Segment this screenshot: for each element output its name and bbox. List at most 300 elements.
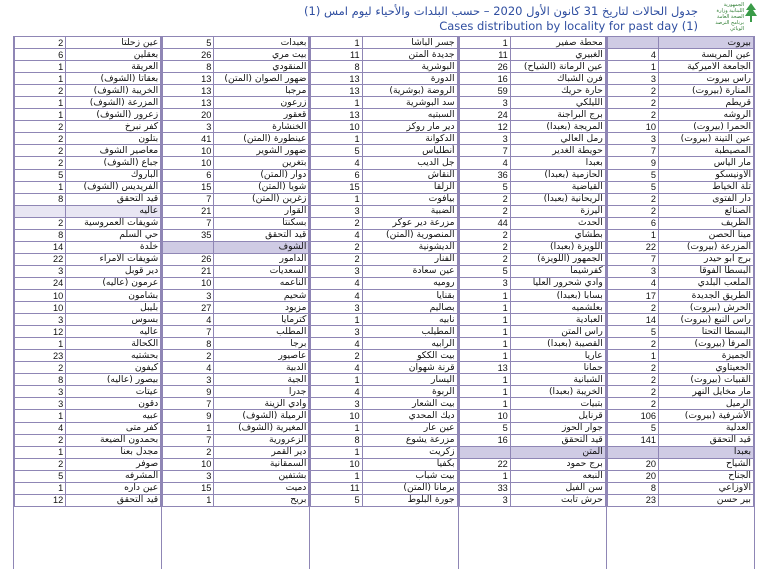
case-count [607, 37, 658, 49]
case-count: 13 [311, 109, 362, 121]
locality-name: دير قوبل [66, 265, 161, 277]
table-row [163, 49, 309, 61]
table-row [14, 253, 160, 265]
case-count: 8 [163, 61, 214, 73]
case-count: 5 [14, 169, 65, 181]
locality-name: عرمون (عاليه) [66, 277, 161, 289]
table-row [163, 362, 309, 374]
locality-name: عينطورة (المتن) [214, 133, 309, 145]
locality-name: مار الياس [659, 157, 754, 169]
locality-name: سد البوشرية [362, 97, 457, 109]
case-count: 4 [311, 289, 362, 301]
case-count: 1 [459, 37, 510, 49]
case-count: 5 [607, 422, 658, 434]
locality-name: جديدة المتن [362, 49, 457, 61]
locality-name: دير مار روكز [362, 121, 457, 133]
table-row [14, 169, 160, 181]
case-count: 3 [163, 121, 214, 133]
case-count: 5 [311, 145, 362, 157]
table-column [606, 36, 755, 569]
locality-name: العريقة [66, 61, 161, 73]
table-row [607, 85, 753, 97]
table-row [311, 73, 457, 85]
case-count: 10 [163, 157, 214, 169]
locality-name: الكحالة [66, 338, 161, 350]
locality-name: وادي شحرور العليا [510, 277, 605, 289]
table-row [607, 398, 753, 410]
locality-name: اليرزة [510, 205, 605, 217]
table-row [14, 73, 160, 85]
table-row [607, 482, 753, 494]
table-row [607, 253, 753, 265]
case-count: 10 [607, 121, 658, 133]
table-row [163, 470, 309, 482]
table-row [311, 121, 457, 133]
table-row [311, 37, 457, 49]
locality-name: برج البراجنة [510, 109, 605, 121]
locality-name: الحمرا (بيروت) [659, 121, 754, 133]
table-row [311, 109, 457, 121]
table-row [607, 133, 753, 145]
case-count: 26 [163, 49, 214, 61]
case-count: 2 [311, 217, 362, 229]
table-row [163, 181, 309, 193]
table-row [14, 97, 160, 109]
case-count: 10 [14, 289, 65, 301]
case-count: 1 [607, 350, 658, 362]
case-count: 4 [311, 386, 362, 398]
case-count: 22 [607, 241, 658, 253]
case-count: 3 [459, 97, 510, 109]
case-count: 1 [163, 494, 214, 506]
locality-name: برج حمود [510, 458, 605, 470]
table-row [163, 37, 309, 49]
case-count: 9 [163, 410, 214, 422]
table-row [607, 434, 753, 446]
table-row [163, 121, 309, 133]
locality-name: مار مخايل النهر [659, 386, 754, 398]
locality-name: قيد التحقق [510, 434, 605, 446]
case-count: 20 [607, 458, 658, 470]
locality-name: الحازمية (بعبدا) [510, 169, 605, 181]
table-row [311, 265, 457, 277]
locality-name: جل الديب [362, 157, 457, 169]
case-count: 24 [14, 277, 65, 289]
locality-name: حمانا [510, 362, 605, 374]
case-count: 10 [311, 121, 362, 133]
table-row [607, 145, 753, 157]
locality-name: ديك المحدي [362, 410, 457, 422]
locality-name: وادي الزينة [214, 398, 309, 410]
case-count: 26 [459, 61, 510, 73]
table-row [163, 85, 309, 97]
locality-name: دميت [214, 482, 309, 494]
case-count: 2 [14, 217, 65, 229]
case-count: 6 [163, 169, 214, 181]
locality-name: السمقانية [214, 458, 309, 470]
table-row [459, 217, 605, 229]
locality-name: بطشاي [510, 229, 605, 241]
table-row [459, 229, 605, 241]
locality-name: عاريا [510, 350, 605, 362]
case-count: 5 [459, 181, 510, 193]
locality-name: بشامون [66, 289, 161, 301]
title-arabic: جدول الحالات لتاريخ 31 كانون الأول 2020 – حسب البلدات والأحياء ليوم امس (1) [303, 4, 698, 18]
locality-name: راس المتن [510, 326, 605, 338]
locality-name: الدامور [214, 253, 309, 265]
table-row [163, 109, 309, 121]
table-row [459, 326, 605, 338]
table-row [459, 265, 605, 277]
case-count: 3 [459, 494, 510, 506]
case-count: 13 [163, 97, 214, 109]
case-count: 4 [163, 314, 214, 326]
case-count: 2 [607, 398, 658, 410]
case-count: 1 [311, 193, 362, 205]
case-count: 2 [607, 109, 658, 121]
locality-name: زرعون [214, 97, 309, 109]
locality-name: النبعه [510, 470, 605, 482]
locality-name: عاليه [66, 205, 161, 217]
table-row [607, 410, 753, 422]
locality-name: دقون [66, 398, 161, 410]
locality-name: البسطا الفوقا [659, 265, 754, 277]
table-column [13, 36, 161, 569]
case-count: 10 [163, 458, 214, 470]
table-row [14, 265, 160, 277]
case-count: 33 [459, 482, 510, 494]
table-row [459, 85, 605, 97]
case-count: 16 [459, 434, 510, 446]
locality-name: برمانا (المتن) [362, 482, 457, 494]
case-count: 1 [311, 97, 362, 109]
case-count [163, 241, 214, 253]
table-row [163, 169, 309, 181]
locality-name: بحشتيه [66, 350, 161, 362]
locality-name: كيفون [66, 362, 161, 374]
locality-name: دوار (المتن) [214, 169, 309, 181]
locality-name: حرش تابت [510, 494, 605, 506]
locality-name: عين عار [362, 422, 457, 434]
case-count: 3 [311, 326, 362, 338]
table-row [459, 289, 605, 301]
case-count: 3 [14, 314, 65, 326]
locality-name: بيت شباب [362, 470, 457, 482]
case-count: 3 [163, 470, 214, 482]
case-count: 7 [163, 434, 214, 446]
table-row [163, 482, 309, 494]
case-count: 24 [459, 109, 510, 121]
case-count: 1 [459, 374, 510, 386]
locality-name: قريطم [659, 97, 754, 109]
case-count: 23 [14, 350, 65, 362]
case-count: 10 [311, 410, 362, 422]
table-row [607, 157, 753, 169]
table-row [607, 422, 753, 434]
locality-name: دير القمر [214, 446, 309, 458]
locality-name: المطيلب [362, 326, 457, 338]
table-row [311, 61, 457, 73]
table-row [607, 97, 753, 109]
table-row [14, 61, 160, 73]
table-row [607, 302, 753, 314]
table-row [163, 133, 309, 145]
case-count: 12 [14, 494, 65, 506]
case-count: 1 [459, 386, 510, 398]
locality-name: قيد التحقق [214, 229, 309, 241]
table-row [459, 302, 605, 314]
case-count: 2 [607, 362, 658, 374]
table-row [14, 458, 160, 470]
case-count: 1 [607, 229, 658, 241]
locality-name: الجمهور (اللويزة) [510, 253, 605, 265]
table-row [459, 386, 605, 398]
locality-name: الاوزاعي [659, 482, 754, 494]
table-row [163, 410, 309, 422]
table-row [311, 398, 457, 410]
case-count: 3 [607, 265, 658, 277]
case-count: 2 [607, 193, 658, 205]
case-count: 59 [459, 85, 510, 97]
case-count: 7 [163, 217, 214, 229]
locality-name: القبيات (بيروت) [659, 374, 754, 386]
section-header-row [607, 446, 753, 458]
case-count: 3 [607, 133, 658, 145]
case-count: 2 [14, 458, 65, 470]
locality-name: عاليه [66, 326, 161, 338]
table-row [163, 157, 309, 169]
table-row [607, 109, 753, 121]
table-row [311, 338, 457, 350]
locality-name: عين الرمانة (الشياح) [510, 61, 605, 73]
case-count: 11 [459, 49, 510, 61]
locality-name: بتبيات [510, 398, 605, 410]
locality-name: بقنايا [362, 289, 457, 301]
table-row [607, 241, 753, 253]
locality-name: المطلب [214, 326, 309, 338]
table-row [14, 338, 160, 350]
case-count: 2 [607, 97, 658, 109]
case-count: 4 [607, 49, 658, 61]
table-row [14, 482, 160, 494]
case-count: 15 [163, 482, 214, 494]
locality-name: معاصير الشوف [66, 145, 161, 157]
table-row [14, 434, 160, 446]
locality-name: الفنار [362, 253, 457, 265]
table-row [14, 133, 160, 145]
table-row [163, 277, 309, 289]
locality-name: الحدث [510, 217, 605, 229]
locality-name: الخريبة (بعبدا) [510, 386, 605, 398]
case-count: 20 [607, 470, 658, 482]
locality-name: جسر الباشا [362, 37, 457, 49]
case-count: 6 [311, 169, 362, 181]
locality-name: المرفأ (بيروت) [659, 338, 754, 350]
case-count: 3 [311, 398, 362, 410]
table-row [14, 181, 160, 193]
table-row [14, 157, 160, 169]
case-count: 2 [607, 205, 658, 217]
case-count: 12 [14, 326, 65, 338]
locality-name: الرابيه [362, 338, 457, 350]
case-count: 1 [459, 338, 510, 350]
table-row [163, 374, 309, 386]
title-english: Cases distribution by locality for past day (1) [439, 19, 698, 33]
case-count: 3 [163, 374, 214, 386]
locality-name: دار الفتوى [659, 193, 754, 205]
locality-name: برجا [214, 338, 309, 350]
locality-name: زغرين (المتن) [214, 193, 309, 205]
locality-name: قيد التحقق [66, 494, 161, 506]
table-row [459, 73, 605, 85]
table-row [14, 386, 160, 398]
table-row [311, 241, 457, 253]
locality-name: الرميل [659, 398, 754, 410]
case-count: 15 [311, 181, 362, 193]
case-count: 6 [14, 49, 65, 61]
case-count: 3 [14, 398, 65, 410]
table-row [607, 277, 753, 289]
locality-name: عين زحلتا [66, 37, 161, 49]
locality-name: كفرشيما [510, 265, 605, 277]
locality-name: المغيرية (الشوف) [214, 422, 309, 434]
locality-name: الفريديس (الشوف) [66, 181, 161, 193]
case-count: 3 [311, 205, 362, 217]
table-row [311, 49, 457, 61]
locality-name: حي السلم [66, 229, 161, 241]
table-row [607, 314, 753, 326]
locality-name: بير حسن [659, 494, 754, 506]
table-row [163, 446, 309, 458]
locality-name: بيافوت [362, 193, 457, 205]
table-row [607, 265, 753, 277]
locality-name: الليلكي [510, 97, 605, 109]
case-count: 5 [607, 181, 658, 193]
case-count: 2 [311, 241, 362, 253]
locality-name: جوار الحوز [510, 422, 605, 434]
locality-name: محطة صفير [510, 37, 605, 49]
locality-name: ضهور الشوير [214, 145, 309, 157]
locality-name: الدكوانة [362, 133, 457, 145]
table-row [163, 229, 309, 241]
locality-name: الشوف [214, 241, 309, 253]
table-row [14, 277, 160, 289]
case-count: 10 [163, 145, 214, 157]
locality-name: راس النبع (بيروت) [659, 314, 754, 326]
locality-name: مزرعة يشوع [362, 434, 457, 446]
table-row [459, 181, 605, 193]
table-row [163, 73, 309, 85]
case-count: 2 [14, 121, 65, 133]
table-row [163, 326, 309, 338]
locality-name: الجامعة الاميركية [659, 61, 754, 73]
table-row [14, 289, 160, 301]
table-column [161, 36, 309, 569]
locality-name: بشتفين [214, 470, 309, 482]
case-count: 35 [163, 229, 214, 241]
case-count: 3 [311, 265, 362, 277]
table-row [163, 350, 309, 362]
table-row [14, 314, 160, 326]
locality-name: قيد التحقق [66, 193, 161, 205]
case-count: 1 [459, 398, 510, 410]
case-count: 7 [607, 145, 658, 157]
case-count: 5 [607, 326, 658, 338]
table-row [311, 277, 457, 289]
case-count: 2 [311, 350, 362, 362]
case-count: 15 [163, 181, 214, 193]
table-row [163, 193, 309, 205]
table-row [607, 217, 753, 229]
locality-name: الدبية [214, 362, 309, 374]
case-count: 1 [311, 446, 362, 458]
locality-name: الربوة [362, 386, 457, 398]
locality-name: بيت مري [214, 49, 309, 61]
table-row [163, 205, 309, 217]
table-row [607, 494, 753, 506]
locality-name: عين التينة (بيروت) [659, 133, 754, 145]
locality-name: النقاش [362, 169, 457, 181]
locality-name: شويا (المتن) [214, 181, 309, 193]
locality-name: شحيم [214, 289, 309, 301]
case-count: 3 [311, 302, 362, 314]
case-count: 4 [14, 422, 65, 434]
case-count: 2 [607, 302, 658, 314]
locality-name: السعديات [214, 265, 309, 277]
locality-name: زعرور (الشوف) [66, 109, 161, 121]
table-row [14, 145, 160, 157]
table-row [311, 157, 457, 169]
case-count [607, 446, 658, 458]
case-count: 5 [163, 37, 214, 49]
locality-name: بتغرين [214, 157, 309, 169]
case-count: 1 [311, 470, 362, 482]
case-count: 1 [14, 97, 65, 109]
table-row [163, 434, 309, 446]
table-row [459, 422, 605, 434]
table-row [311, 229, 457, 241]
locality-name: جباع (الشوف) [66, 157, 161, 169]
locality-name: ضهور الصوان (المتن) [214, 73, 309, 85]
table-row [14, 37, 160, 49]
table-row [311, 145, 457, 157]
table-row [163, 265, 309, 277]
locality-name: شويفات الامراء [66, 253, 161, 265]
table-row [14, 193, 160, 205]
table-row [311, 410, 457, 422]
case-count: 8 [14, 229, 65, 241]
page-header [0, 0, 768, 36]
case-count: 9 [163, 386, 214, 398]
table-row [163, 314, 309, 326]
case-count: 1 [311, 314, 362, 326]
case-count: 7 [163, 193, 214, 205]
locality-name: كفر متى [66, 422, 161, 434]
locality-name: بسكنتا [214, 217, 309, 229]
locality-name: سن الفيل [510, 482, 605, 494]
case-count: 3 [459, 133, 510, 145]
locality-name: الشبانية [510, 374, 605, 386]
table-row [163, 338, 309, 350]
locality-name: بحمدون الضيعة [66, 434, 161, 446]
table-row [459, 458, 605, 470]
locality-name: عين المريسة [659, 49, 754, 61]
case-count: 1 [459, 302, 510, 314]
case-count [459, 446, 510, 458]
table-row [607, 386, 753, 398]
table-row [607, 229, 753, 241]
locality-name: مجدل بعنا [66, 446, 161, 458]
